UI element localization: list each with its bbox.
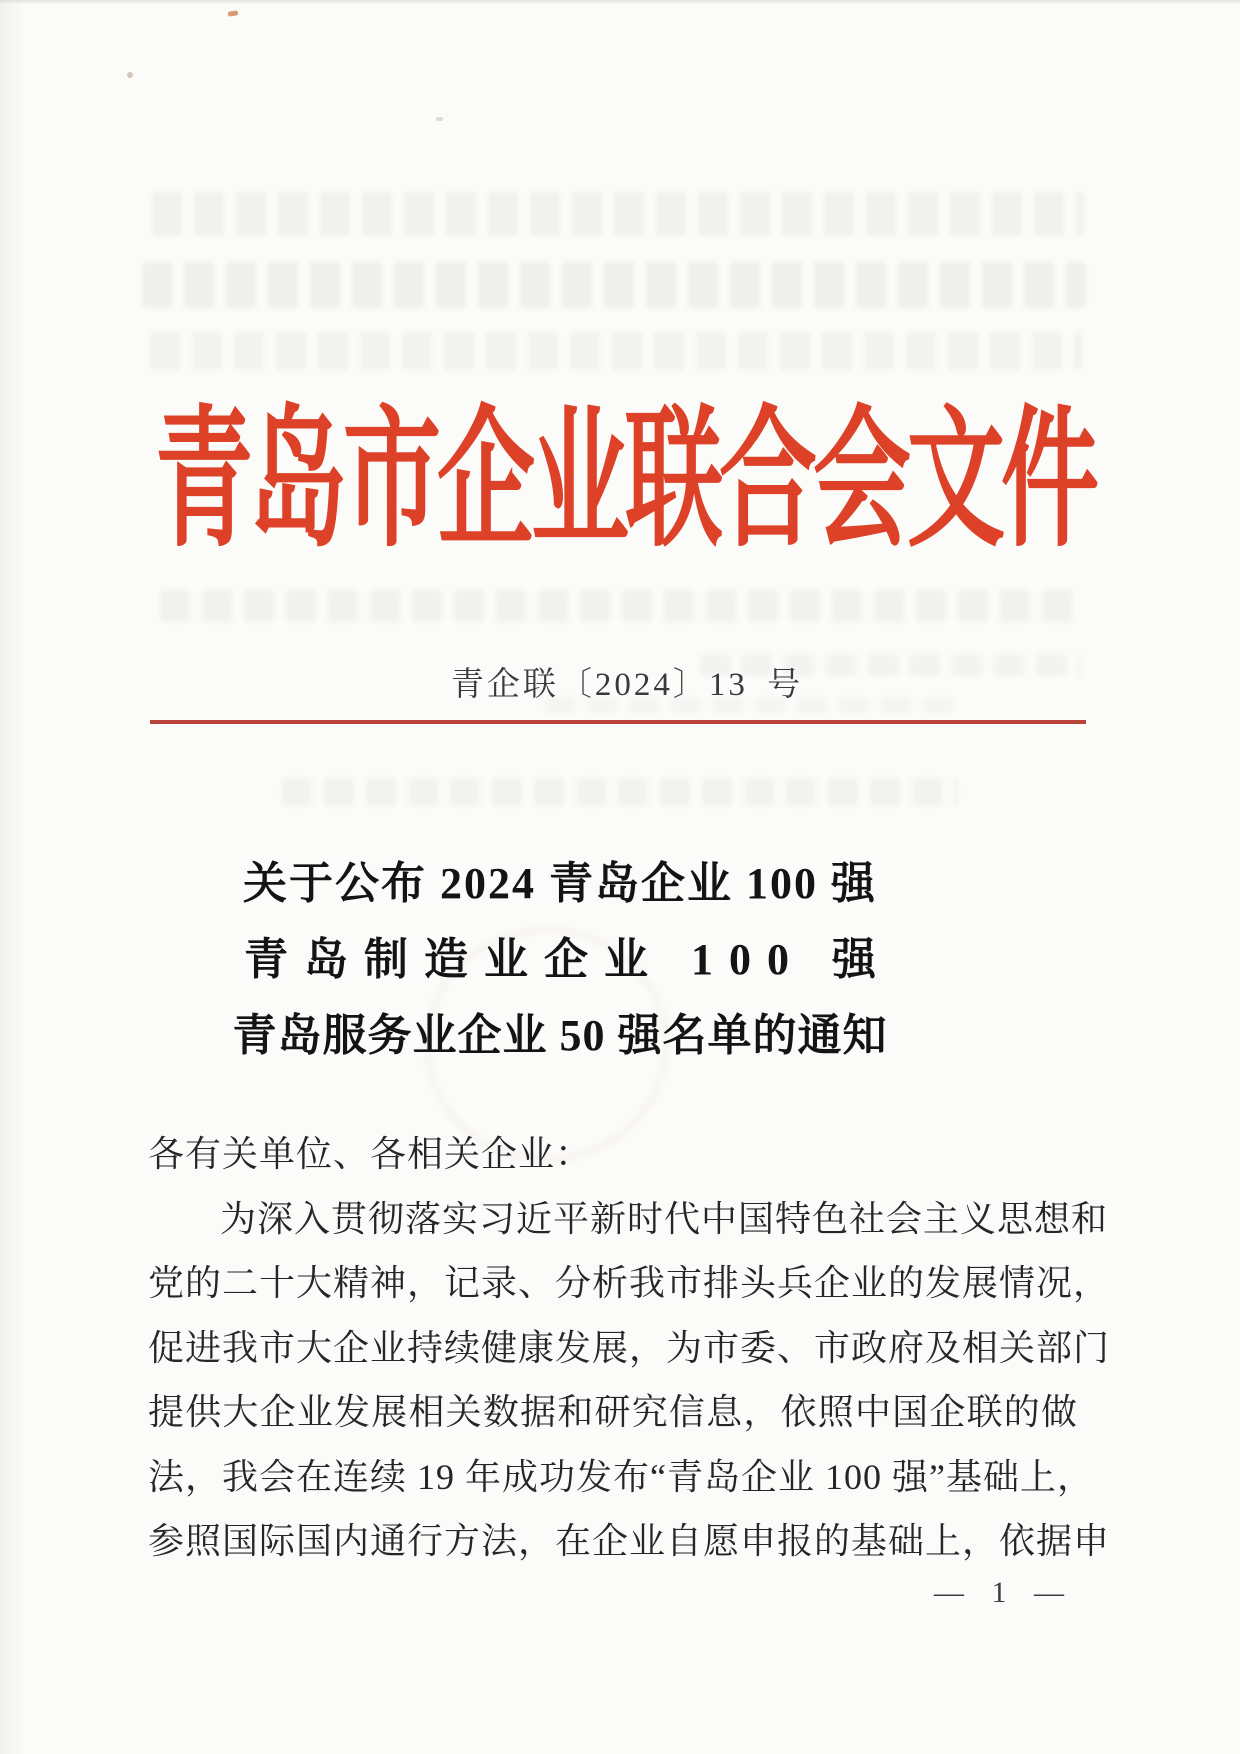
subject-line-3: 青岛服务业企业 50 强名单的通知 (232, 1011, 888, 1060)
letterhead-title-text: 青岛市企业联合会文件 (154, 398, 1095, 566)
scan-edge-artifact (0, 0, 1240, 4)
notice-body (148, 1122, 1111, 1574)
body-line: 为深入贯彻落实习近平新时代中国特色社会主义思想和 (220, 1198, 1109, 1239)
letterhead-title (10, 380, 1240, 566)
page-number: — 1 — (934, 1576, 1068, 1609)
body-line: 党的二十大精神，记录、分析我市排头兵企业的发展情况， (148, 1263, 1111, 1303)
document-reference-number: 青企联〔2024〕13 号 (450, 667, 804, 703)
bleed-through-strip (160, 590, 1080, 622)
bleed-through-strip (142, 262, 1086, 308)
bleed-through-strip (282, 778, 958, 806)
scan-speck (436, 117, 443, 121)
body-line: 促进我市大企业持续健康发展，为市委、市政府及相关部门 (148, 1327, 1111, 1368)
salutation-line: 各有关单位、各相关企业： (148, 1134, 593, 1174)
bleed-through-strip (152, 192, 1084, 236)
notice-subject (0, 846, 1120, 1074)
body-line: 法，我会在连续 19 年成功发布“青岛企业 100 强”基础上， (148, 1456, 1094, 1497)
body-line: 提供大企业发展相关数据和研究信息，依照中国企联的做 (148, 1392, 1078, 1432)
body-line: 参照国际国内通行方法，在企业自愿申报的基础上，依据申 (148, 1521, 1111, 1561)
scan-speck (228, 10, 239, 16)
subject-line-1: 关于公布 2024 青岛企业 100 强 (243, 859, 877, 908)
scan-speck (127, 72, 133, 78)
subject-line-2: 青岛制造业企业 100 强 (244, 935, 892, 984)
red-separator-line (150, 720, 1086, 724)
